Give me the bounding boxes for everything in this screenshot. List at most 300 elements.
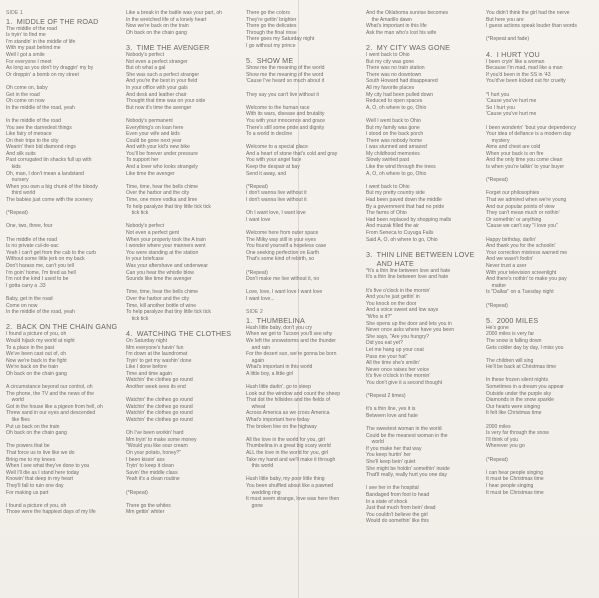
lyric-line: Could be the meanest woman in the — [366, 432, 448, 439]
lyric-line: Time and time again — [126, 370, 172, 377]
lyric-line: You don't give it a second thought — [366, 379, 443, 386]
lyric-line: Watchin' the clothes go round — [126, 410, 193, 417]
lyric-line: When your back is on fire — [486, 150, 544, 157]
lyric-line: Time, one more vodka and lime — [126, 197, 198, 204]
lyric-line: Love, love, I want love I want love — [246, 289, 323, 296]
lyric-line: I wonder where your manners went — [126, 243, 206, 250]
lyric-line: I'm down at the laundromat — [126, 351, 188, 358]
lyric-line: If you make her that way — [366, 445, 422, 452]
lyric-line: And you're the best in your field — [126, 78, 198, 85]
lyric-line: ALL the love in the world for you, girl — [246, 450, 329, 456]
lyric-line: There go the whites — [126, 502, 171, 509]
stanza-gap — [486, 118, 578, 125]
lyric-line: Never once raises her voice — [366, 366, 430, 373]
song-title: 2. MY CITY WAS GONE — [366, 42, 451, 52]
lyric-line: nursery — [6, 177, 29, 184]
lyric-line: You'd've been kicked out for cruelty — [486, 78, 566, 85]
lyric-line: Oh back on the chain gang — [126, 29, 187, 36]
lyric-line: (*Repeat) — [246, 183, 268, 190]
lyric-line: world — [366, 439, 384, 446]
stanza-gap — [366, 111, 458, 118]
lyric-line: It's a thin line, yes it is — [366, 406, 416, 413]
stanza-gap — [366, 479, 458, 486]
side-heading: SIDE 1 — [6, 10, 24, 16]
lyric-line: (*Repeat) — [486, 456, 508, 463]
stanza-gap — [6, 217, 98, 224]
lyric-line: (*Repeat) — [246, 269, 268, 276]
lyric-line: You with your angel face — [246, 157, 302, 164]
song-title: 4. I HURT YOU — [486, 49, 540, 59]
lyric-line: In your briefcase — [126, 256, 164, 263]
lyric-line: I'm standin' in the middle of life — [6, 38, 76, 45]
stanza-gap — [6, 316, 98, 323]
lyric-line: Oh, man, I don't mean a landstand — [6, 170, 84, 177]
stanza-gap — [6, 111, 98, 118]
lyric-line: It must seem strange, love was here then — [246, 496, 340, 503]
stanza-gap — [246, 98, 338, 105]
lyric-line: The sweetest woman in the world — [366, 426, 442, 433]
stanza-gap — [486, 450, 578, 457]
stanza-gap — [6, 496, 98, 503]
lyric-line: We've been cast out of, oh — [6, 351, 67, 358]
lyric-line: Can you hear the whistle blow — [126, 269, 194, 276]
lyric-line: On their trips to the city — [6, 137, 59, 144]
lyric-line: Nobody's perfect — [126, 51, 165, 58]
lyric-line: 'Cause you've hurt me — [486, 98, 537, 105]
lyric-line: And silk suits — [6, 150, 36, 157]
lyric-line: And we wasn't foolin' — [486, 256, 534, 263]
lyric-line: One seeking perfection on Earth — [246, 249, 320, 256]
stanza-gap — [366, 281, 458, 288]
lyric-line: You found yourself a hopeless case — [246, 243, 327, 250]
lyric-line: Because I'm mad, mad like a man — [486, 65, 563, 72]
lyric-line: I been cryin' like a woman — [486, 58, 545, 65]
side-heading: SIDE 2 — [246, 309, 264, 316]
lyric-line: To support her — [126, 157, 159, 164]
lyric-line: 2000 miles — [486, 423, 511, 430]
stanza-gap — [366, 177, 458, 184]
lyric-line: I went back to Ohio — [366, 183, 410, 190]
lyric-line: One, two, three, four — [6, 223, 53, 230]
lyric-line: A little boy, a little girl — [246, 370, 294, 377]
lyric-line: Baby, get in the road — [6, 295, 53, 302]
stanza-gap — [246, 283, 338, 290]
stanza-gap — [486, 43, 578, 50]
lyric-line: again — [246, 357, 265, 364]
lyric-line: But now it's time the avenger — [126, 104, 192, 111]
lyric-line: I want love... — [246, 295, 275, 302]
stanza-gap — [6, 377, 98, 384]
lyric-line: I don't wanna live without it — [246, 190, 307, 197]
lyric-line: 'Cause we can't say "I love you" — [486, 223, 558, 230]
song-title: 5. SHOW ME — [246, 56, 294, 66]
lyric-line: To help paralyze that tiny little tick tick — [126, 203, 211, 210]
lyric-line: Was your aftershave and underwear — [126, 262, 208, 269]
lyric-line: All the love in the world for you, girl — [246, 436, 325, 443]
lyric-line: But my city was gone — [366, 58, 415, 65]
lyric-line: They say you can't live without it — [246, 91, 319, 98]
lyric-line: I hear people singing — [486, 482, 534, 489]
lyric-line: And there's nothin' to make you pay — [486, 276, 567, 283]
lyric-line: Show me the meaning of the word — [246, 71, 324, 78]
stanza-gap — [366, 36, 458, 43]
lyric-line: Without some little jerk on my back — [6, 256, 85, 263]
lyric-line: I found a picture of you, oh — [6, 331, 67, 338]
lyric-line: Had been paved down the middle — [366, 197, 442, 204]
lyric-line: Said A, O, oh where to go, Ohio — [366, 236, 438, 243]
lyric-line: That dot the hillsides and the fields of — [246, 397, 331, 404]
lyric-line: Mm tryin' to make some money — [126, 436, 197, 443]
lyric-line: He's gone — [486, 324, 509, 331]
lyric-line: On your potato, honey?" — [126, 450, 182, 456]
lyric-line: Or somethin' or anything — [486, 216, 542, 223]
lyric-line: By a government that had no pride — [366, 203, 445, 210]
lyric-line: Welcome here from outer space — [246, 230, 319, 236]
lyric-line: The powers that be — [6, 443, 50, 450]
stanza-gap — [126, 322, 218, 329]
lyric-line: I want love — [246, 216, 271, 223]
lyric-line: For the desert sun, we're gonna be born — [246, 351, 337, 358]
lyric-line: Your correction mistress warned me — [486, 249, 568, 256]
lyric-line: Would hijack my world at night — [6, 337, 75, 344]
lyric-line: It must be Christmas time — [486, 476, 544, 483]
lyric-line: Diamonds in the snow sparkle — [486, 397, 554, 404]
lyric-line: Watchin' the clothes go round — [126, 377, 193, 384]
lyric-line: Nobody's permanent — [126, 117, 173, 124]
lyric-line: Don't harass me, can't you tell — [6, 262, 74, 269]
stanza-gap — [126, 177, 218, 184]
stanza-gap — [486, 171, 578, 178]
lyric-line: She might be holdin' somethin' inside — [366, 465, 450, 472]
lyric-line: You'll be forever under pressure — [126, 150, 198, 157]
lyric-line: Sounds like time the avenger — [126, 276, 192, 283]
lyric-line: Wherever you go — [486, 443, 525, 450]
lyric-line: (*Repeat) — [6, 210, 28, 217]
lyric-line: And thank you for the schoolin' — [486, 243, 556, 250]
lyric-line: That we admired when we're young — [486, 197, 567, 204]
lyric-line: Now we're back on the train — [126, 23, 189, 30]
lyric-line: Over the harbor and the city — [126, 190, 190, 197]
stanza-gap — [246, 377, 338, 384]
lyric-line: Tryin' to keep it clean — [126, 463, 174, 470]
lyric-line: Hush little darlin', go to sleep — [246, 384, 311, 391]
lyric-line: Well I'll die as I stand here today — [6, 469, 80, 476]
lyric-line: (*Repeat and fade) — [486, 36, 530, 43]
lyric-line: Got in the house like a pigeon from hell, oh — [6, 403, 103, 410]
lyric-line: I see her in the hospital — [366, 485, 419, 492]
lyric-line: Like time the avenger — [126, 170, 175, 177]
lyric-line: It's five o'clock in the mornin' — [366, 287, 431, 294]
lyric-line: And desk and leather chair — [126, 91, 187, 98]
stanza-gap — [246, 263, 338, 270]
lyric-line: But my family was gone — [366, 124, 420, 131]
stanza-gap — [126, 111, 218, 118]
lyric-line: I gotta carry a .33 — [6, 282, 46, 289]
lyric-line: Past corrugated tin shacks full up with — [6, 157, 92, 164]
lyrics-column-4 — [366, 10, 475, 598]
lyric-line: third world — [6, 190, 36, 197]
lyric-line: Not even a perfect stranger — [126, 58, 188, 65]
stanza-gap — [366, 386, 458, 393]
lyric-line: There was no downtown — [366, 71, 422, 78]
lyric-line: It's a thin line between love and hate — [366, 274, 449, 281]
lyric-line: Is very far through the snow — [486, 430, 549, 437]
stanza-gap — [246, 470, 338, 477]
lyric-line: In your office with your gals — [126, 84, 188, 91]
stanza-gap — [126, 283, 218, 290]
lyric-line: Sometimes in a dream you appear — [486, 384, 564, 391]
stanza-gap — [486, 463, 578, 470]
lyric-line: But my pretty country side — [366, 190, 425, 197]
lyric-line: Did you eat yet? — [366, 340, 403, 347]
song-title: 2. BACK ON THE CHAIN GANG — [6, 322, 118, 332]
stanza-gap — [246, 303, 338, 310]
lyric-line: Don't make me live without it, no — [246, 276, 320, 283]
lyric-line: With its wars, disease and brutality — [246, 111, 325, 118]
lyric-line: With your television screenlight — [486, 269, 557, 276]
lyric-line: That force us to live like we do — [6, 450, 75, 456]
lyric-line: And muzak filled the air — [366, 223, 419, 230]
lyric-line: kids — [6, 164, 21, 171]
lyric-line: What's important in this life — [366, 23, 427, 30]
lyric-line: I been kissin' ass — [126, 456, 165, 463]
lyric-line: I went back to Ohio — [366, 51, 410, 58]
lyric-line: In the middle of the road — [6, 117, 61, 124]
lyric-line: The snow is falling down — [486, 337, 542, 344]
lyric-line: There go the delicates — [246, 23, 297, 30]
stanza-gap — [6, 289, 98, 296]
lyric-line: What's important in this world — [246, 364, 313, 371]
lyric-line: gone — [246, 502, 263, 509]
lyric-line: Come on now — [6, 302, 38, 309]
lyric-line: Outside under the purple sky — [486, 390, 552, 397]
lyric-line: Let me hang up your coat — [366, 346, 424, 353]
song-title: 3. TIME THE AVENGER — [126, 42, 210, 52]
lyric-line: The broken line on the highway — [246, 423, 317, 430]
lyric-line: Could be gone next year — [126, 137, 182, 144]
lyric-line: You knock on the door — [366, 300, 417, 307]
lyric-line: From Seneca to Cuyuga Falls — [366, 230, 434, 236]
lyric-line: Like I done before — [126, 364, 167, 371]
lyric-line: I stood on the back porch — [366, 131, 424, 138]
lyric-line: Yeah I can't get from the cab to the curb — [6, 249, 96, 256]
lyric-line: Forget our philosophies — [486, 190, 540, 197]
lyric-line: Keep the despair at bay — [246, 164, 300, 171]
lyric-line: Like the wind through the trees — [366, 164, 436, 171]
lyric-line: Watchin' the clothes go round — [126, 397, 193, 404]
lyric-line: It's five o'clock in the mornin' — [366, 373, 431, 380]
lyric-line: matter — [486, 282, 507, 289]
lyric-line: Welcome to a special place — [246, 144, 308, 151]
lyric-line: South Howard had disappeared — [366, 78, 438, 85]
stanza-gap — [246, 50, 338, 57]
lyric-line: Hush little baby, my poor little thing — [246, 476, 325, 483]
lyric-line: They can't mean much or nothin' — [486, 210, 560, 217]
lyric-line: 'Cause you've hurt me — [486, 111, 537, 118]
lyric-line: Get in the road — [6, 91, 40, 98]
lyrics-column-5 — [486, 10, 578, 598]
lyrics-column-1 — [6, 10, 118, 598]
stanza-gap — [366, 243, 458, 250]
stanza-gap — [6, 230, 98, 237]
lyric-line: You keep hurtin' her — [366, 452, 411, 459]
lyric-line: "Who is it?" — [366, 313, 392, 320]
lyric-line: Well I got a smile — [6, 51, 45, 58]
lyric-line: In a state of shock — [366, 498, 408, 505]
lyric-line: Is tryin' to find me — [6, 32, 46, 39]
lyric-line: Like a break in the battle was your part, oh — [126, 10, 222, 16]
lyric-line: Through the final rinse — [246, 29, 297, 36]
lyric-line: Threw sand in our eyes and descended — [6, 410, 96, 417]
lyric-line: 2000 miles is very far — [486, 331, 535, 338]
stanza-gap — [486, 30, 578, 37]
stanza-gap — [486, 371, 578, 378]
lyric-line: Oh back on the chain gang — [6, 430, 67, 437]
lyric-line: When you own a big chunk of the bloody — [6, 183, 98, 190]
song-title: AND HATE — [366, 258, 414, 268]
lyric-line: Oh back on the chain gang — [6, 370, 67, 377]
lyric-line: Well I went back to Ohio — [366, 117, 421, 124]
lyric-line: And our popular points of view — [486, 203, 555, 210]
lyric-line: When I see what they've done to you — [6, 463, 90, 470]
stanza-gap — [246, 177, 338, 184]
lyric-line: Your idea of defiance is a modern day — [486, 131, 572, 138]
lyric-line: Watchin' the clothes go round — [126, 403, 193, 410]
lyric-line: (*Repeat 2 times) — [366, 393, 406, 400]
lyric-line: 'Cause I've heard so much about it — [246, 78, 325, 85]
lyric-line: Yeah it's a clean routine — [126, 476, 180, 483]
lyric-line: My childhood memories — [366, 150, 420, 157]
lyric-line: That'll really, really hurt you one day — [366, 472, 448, 479]
lyric-line: The Milky way still in your eyes — [246, 236, 316, 243]
lyric-line: To a place in the past — [6, 344, 55, 351]
lyric-line: They're gettin' brighter — [246, 16, 297, 23]
lyric-line: It felt like Christmas time — [486, 410, 542, 417]
lyric-line: and rain — [246, 344, 271, 351]
lyric-line: this world — [246, 463, 274, 470]
stanza-gap — [246, 223, 338, 230]
lyric-line: You didn't think the girl had the nerve — [486, 10, 570, 16]
lyric-line: In the middle of the road, yeah — [6, 104, 75, 111]
stanza-gap — [366, 400, 458, 407]
lyric-line: You were standing at the station — [126, 249, 199, 256]
lyric-line: Show me the meaning of the world — [246, 65, 325, 72]
stanza-gap — [246, 430, 338, 437]
lyric-line: wedding ring — [246, 489, 281, 496]
lyric-line: The children will sing — [486, 357, 534, 364]
lyric-line: Send it away, and — [246, 170, 287, 177]
lyric-line: There was nobody home — [366, 137, 423, 144]
lyric-line: like flies — [6, 417, 30, 424]
lyric-line: You with your innocence and grace — [246, 117, 326, 124]
lyric-line: Like fairy of menace — [6, 131, 52, 138]
lyric-line: Had been replaced by shopping malls — [366, 216, 452, 223]
lyric-line: When we get to Tucson you'll see why — [246, 331, 333, 338]
lyric-line: For making us part — [6, 489, 49, 496]
lyric-line: The babies just come with the scenery — [6, 197, 93, 204]
stanza-gap — [486, 309, 578, 316]
lyric-line: mystery — [486, 137, 510, 144]
lyric-line: Time, time, hear the bells chime — [126, 183, 198, 190]
lyric-line: I go without my prince — [246, 42, 296, 49]
lyric-line: Oh come on, baby — [6, 84, 48, 91]
lyric-line: Our hearts were singing — [486, 403, 541, 410]
lyric-line: (*Repeat) — [486, 302, 508, 309]
lyric-line: That's some kind of rebirth, so — [246, 256, 315, 263]
lyric-line: We left the snowstorms and the thunder — [246, 337, 336, 344]
lyric-line: You been shuffled about like a pawned — [246, 482, 334, 489]
lyric-line: The middle of the road — [6, 25, 57, 32]
stanza-gap — [6, 78, 98, 85]
lyric-line: Time, time, hear the bells chime — [126, 289, 198, 296]
lyric-line: So I hurt you — [486, 104, 515, 111]
lyric-line: The farms of Ohio — [366, 210, 407, 217]
lyric-line: Between love and hate — [366, 412, 418, 419]
stanza-gap — [486, 351, 578, 358]
lyric-line: Knowin' that deep in my heart — [6, 476, 73, 483]
lyric-line: For everyone I meet — [6, 58, 52, 65]
lyric-line: Mm gettin' whiter — [126, 509, 165, 516]
lyric-line: There go the colors — [246, 10, 290, 16]
lyric-line: Thumbelina in a great big scary world — [246, 443, 331, 450]
lyric-line: I guess actions speak louder than words — [486, 23, 577, 30]
song-title: 4. WATCHING THE CLOTHES — [126, 328, 232, 338]
stanza-gap — [126, 483, 218, 490]
lyric-line: Across America as we cross America — [246, 410, 330, 417]
lyric-line: He'll be back at Christmas time — [486, 364, 557, 371]
lyric-line: Gets colder day by day, I miss you — [486, 344, 564, 351]
lyric-line: I'm goin' home, I'm tired as hell — [6, 269, 76, 276]
stanza-gap — [6, 437, 98, 444]
stanza-gap — [246, 85, 338, 92]
lyric-line: Those were the happiest days of my life — [6, 509, 96, 516]
lyric-line: There's still some pride and dignity — [246, 124, 325, 131]
song-title: 3. THIN LINE BETWEEN LOVE — [366, 249, 475, 259]
lyric-line: Happy birthday, darlin' — [486, 236, 537, 243]
song-title: 5. 2000 MILES — [486, 315, 539, 325]
lyric-line: wheat — [246, 403, 266, 410]
lyric-line: Even your wife and kids — [126, 131, 180, 138]
lyric-line: And you're just gettin' in — [366, 294, 420, 301]
lyric-line: Never trust a user — [486, 262, 527, 269]
lyric-line: Wearin' their bid diamond rings — [6, 144, 76, 151]
lyric-line: Hush little baby, don't you cry — [246, 324, 312, 331]
lyric-line: In these frozen silent nights — [486, 377, 549, 384]
song-title: 1. THUMBELINA — [246, 315, 305, 325]
lyric-line: On Saturday night — [126, 337, 168, 344]
lyric-line: And the only time you come clean — [486, 157, 563, 164]
song-title: 1. MIDDLE OF THE ROAD — [6, 16, 99, 26]
lyric-line: A, O, oh where to go, Ohio — [366, 170, 427, 177]
lyric-line: The phone, the TV and the news of the — [6, 390, 94, 397]
lyric-line: Welcome to the human race — [246, 104, 310, 111]
stanza-gap — [126, 217, 218, 224]
lyric-line: Tryin' to get my washin' done — [126, 357, 192, 364]
lyric-line: What's important here today — [246, 417, 310, 424]
lyric-line: *It's a thin line between love and hate — [366, 267, 451, 274]
lyric-line: tick tick — [126, 210, 149, 217]
lyric-line: Look out the window and count the sheep — [246, 390, 341, 397]
stanza-gap — [366, 419, 458, 426]
lyric-line: All the time she's smilin' — [366, 360, 420, 367]
lyric-line: In the middle of the road, yeah — [6, 309, 75, 316]
stanza-gap — [486, 230, 578, 237]
lyric-line: Mm everyone's havin' fun — [126, 344, 184, 351]
lyric-line: A circumstance beyond our control, oh — [6, 384, 93, 391]
lyric-line: To help paralyze that tiny little tick tick — [126, 309, 211, 316]
lyric-line: (*Repeat) — [486, 177, 508, 184]
lyric-line: As long as you don't try draggin' my by — [6, 65, 94, 72]
